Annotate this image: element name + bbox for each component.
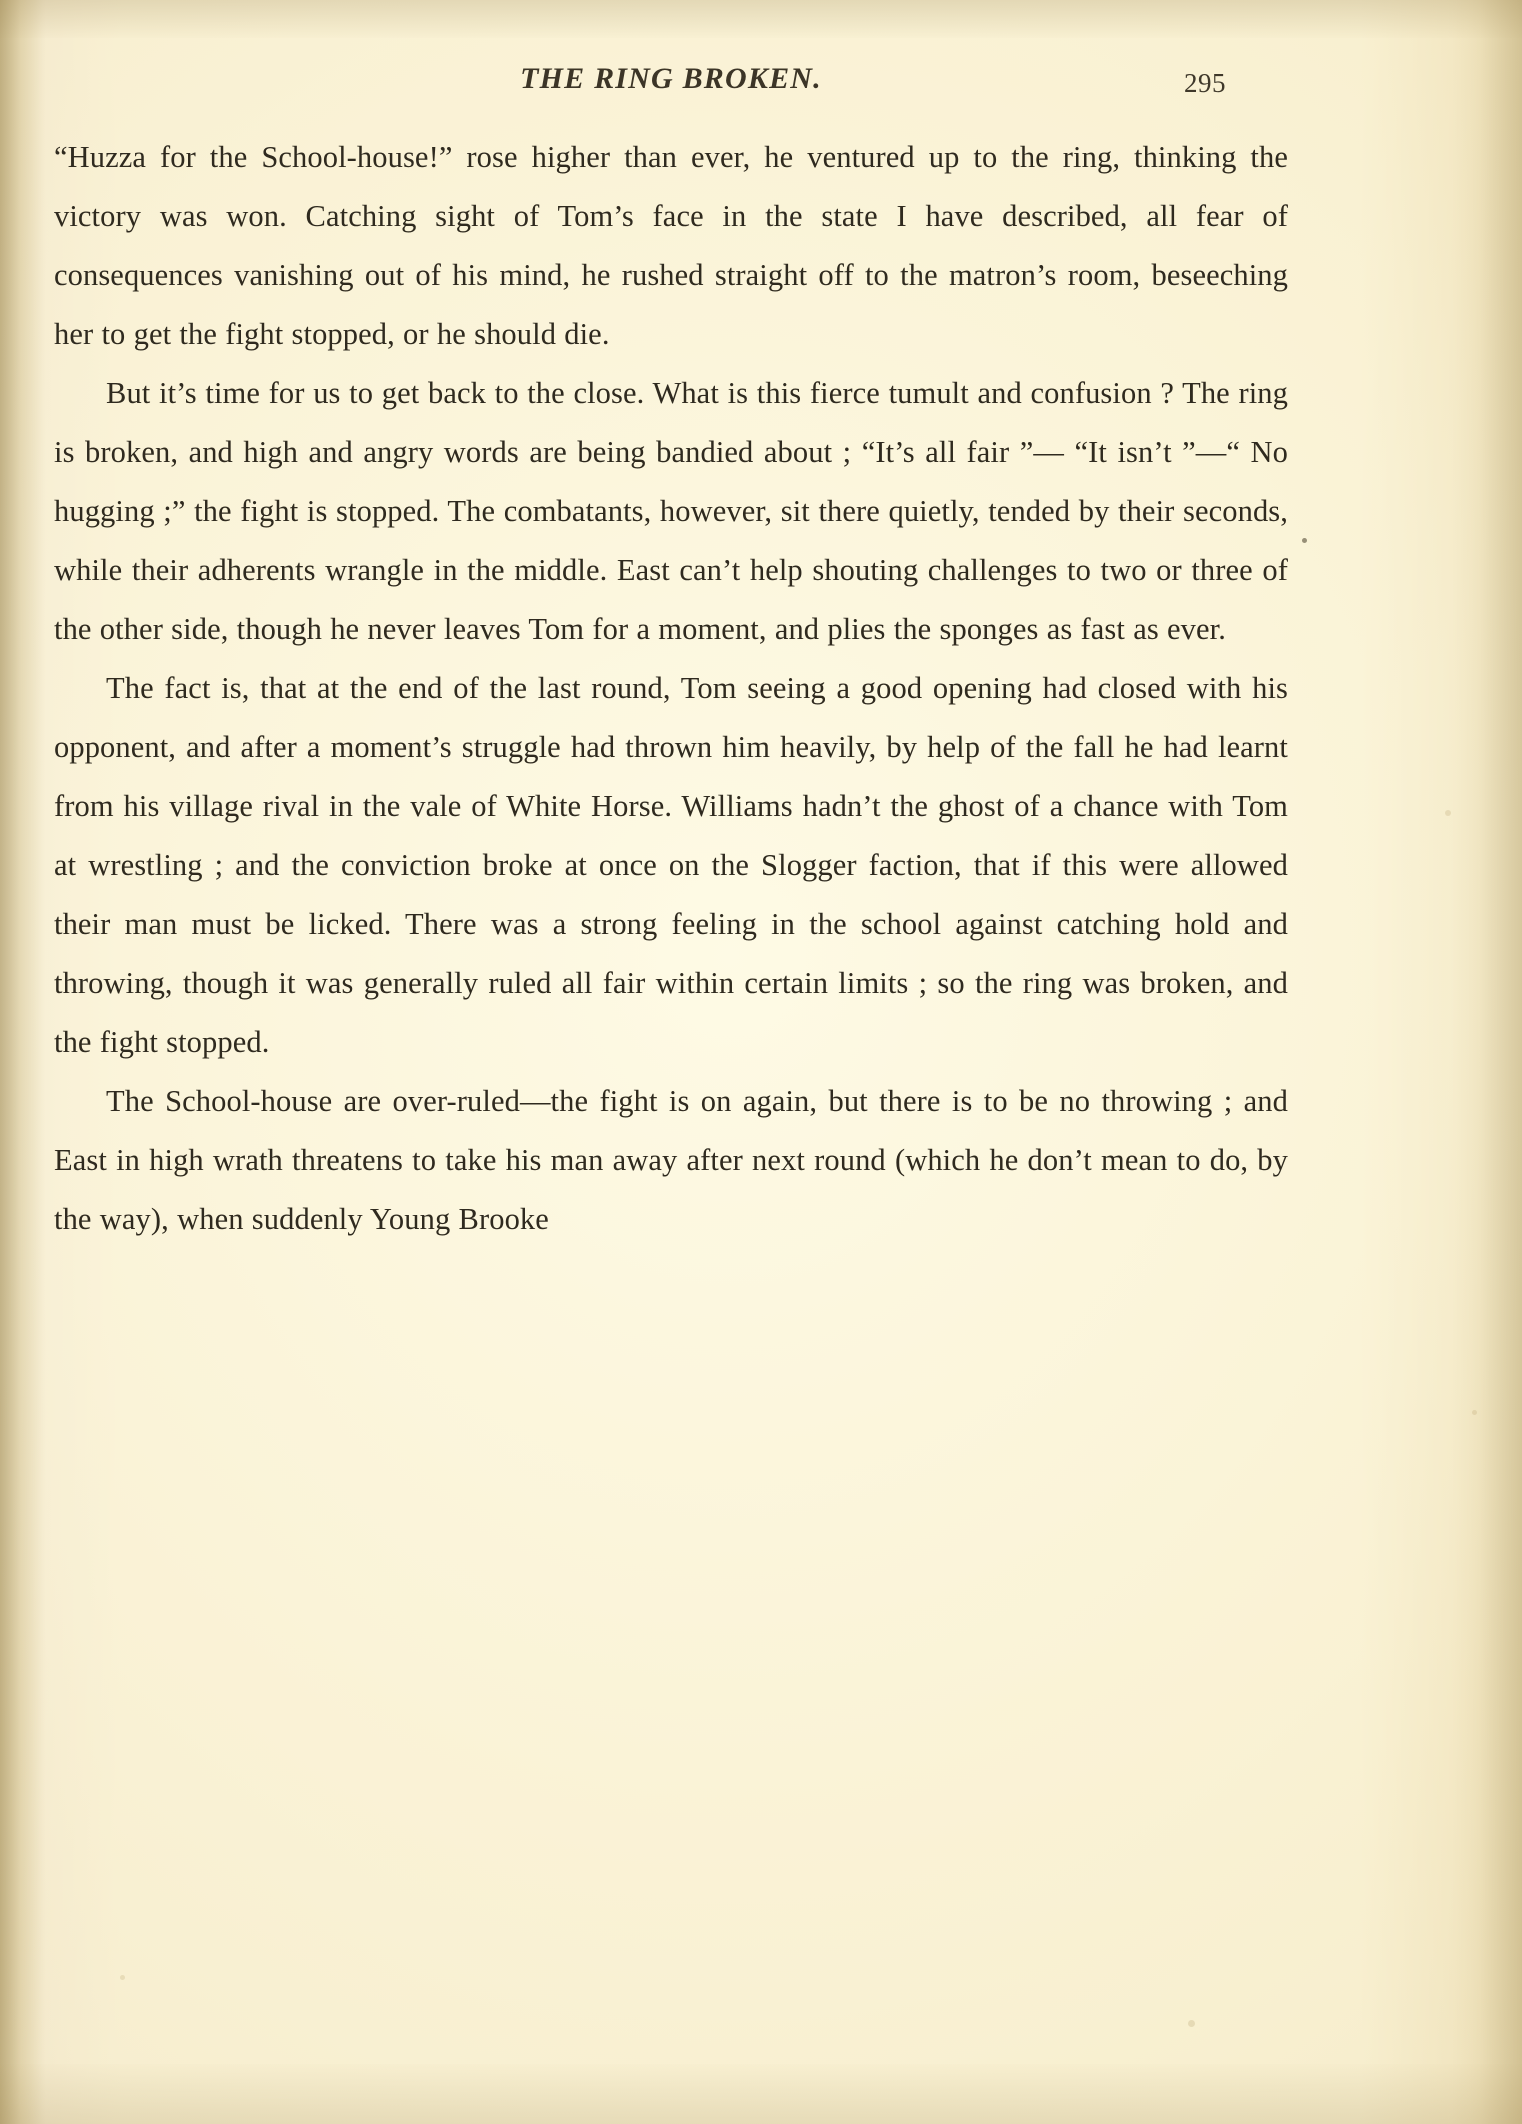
top-edge-shading [0,0,1522,38]
stray-ink-mark [1302,538,1307,543]
page-header [54,56,1288,114]
paper-speck [120,1975,125,1980]
page-content [54,56,1288,1249]
paper-speck [1188,2020,1195,2027]
paragraph: The School-house are over-ruled—the fight is on again, but there is to be no throwing ; and East in high wrath threatens to take his man away after next round (which he don’t mean to do, by the way), when suddenly Young Brooke [54,1084,1288,1236]
paragraph: But it’s time for us to get back to the close. What is this fierce tumult and confusion ? The ring is broken, and high and angry words are being bandied about ; “It’s all fair ”— “It isn’t ”—“ No hugging ;” the fight is stopped. The combatants, however, sit there quietly, tended by their seconds, while their adherents wrangle in the middle. East can’t help shouting challenges to two or three of the other side, though he never leaves Tom for a moment, and plies the sponges as fast as ever. [54,376,1288,646]
body-text [54,128,1288,1249]
bottom-edge-shading [0,2064,1522,2124]
page-number: 295 [1184,68,1226,98]
running-head: THE RING BROKEN. [520,62,822,95]
left-gutter-shading [0,0,46,2124]
paragraph: “Huzza for the School-house!” rose higher than ever, he ventured up to the ring, thinking the victory was won. Catching sight of Tom’s face in the state I have described, all fear of consequences vanishing out of his mind, he rushed straight off to the matron’s room, beseeching her to get the fight stopped, or he should die. [54,140,1288,351]
paragraph: The fact is, that at the end of the last round, Tom seeing a good opening had closed with his opponent, and after a moment’s struggle had thrown him heavily, by help of the fall he had learnt from his village rival in the vale of White Horse. Williams hadn’t the ghost of a chance with Tom at wrestling ; and the conviction broke at once on the Slogger faction, that if this were allowed their man must be licked. There was a strong feeling in the school against catching hold and throwing, though it was generally ruled all fair within certain limits ; so the ring was broken, and the fight stopped. [54,671,1288,1059]
paper-speck [1472,1410,1477,1415]
paper-speck [1445,810,1451,816]
right-edge-shading [1452,0,1522,2124]
